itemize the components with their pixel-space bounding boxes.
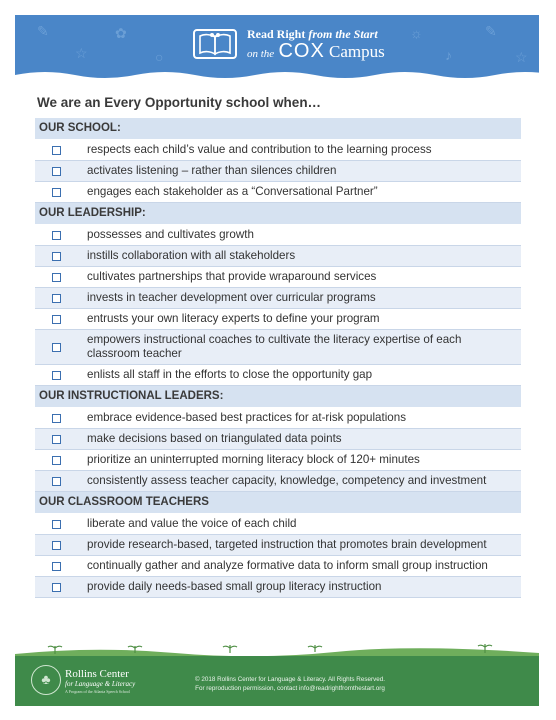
checklist-item (35, 288, 521, 309)
checklist-item (35, 556, 521, 577)
book-logo-icon (193, 29, 237, 59)
checkbox[interactable] (52, 456, 61, 465)
brand-cox: COX (278, 40, 325, 62)
section-heading-classroom-teachers: OUR CLASSROOM TEACHERS (35, 492, 521, 514)
checklist-item (35, 246, 521, 267)
brand-campus: Campus (329, 42, 385, 61)
checklist-item (35, 267, 521, 288)
item-text: continually gather and analyze formative data to inform small group instruction (87, 559, 488, 572)
brand-from-the-start: from the Start (308, 27, 378, 41)
checkbox[interactable] (52, 477, 61, 486)
section-heading-leadership: OUR LEADERSHIP: (35, 203, 521, 225)
item-text: possesses and cultivates growth (87, 228, 254, 241)
footer (15, 656, 539, 706)
checklist-item (35, 408, 521, 429)
section-heading-instructional-leaders: OUR INSTRUCTIONAL LEADERS: (35, 386, 521, 408)
item-text: empowers instructional coaches to cultivate the literacy expertise of each classroom teacher (87, 333, 462, 360)
checklist (35, 118, 521, 598)
checkbox[interactable] (52, 167, 61, 176)
brand-wordmark (247, 27, 385, 64)
checkbox[interactable] (52, 520, 61, 529)
item-text: liberate and value the voice of each child (87, 517, 297, 530)
checklist-item (35, 225, 521, 246)
doodle-icon: ☼ (410, 25, 423, 41)
banner-wave (15, 69, 539, 79)
page-title: We are an Every Opportunity school when… (37, 95, 322, 110)
checkbox[interactable] (52, 273, 61, 282)
checklist-item (35, 535, 521, 556)
org-subtitle: for Language & Literacy (65, 680, 136, 688)
item-text: engages each stakeholder as a “Conversational Partner” (87, 185, 378, 198)
item-text: respects each child’s value and contribution to the learning process (87, 143, 432, 156)
item-text: provide research-based, targeted instruction that promotes brain development (87, 538, 487, 551)
checkbox[interactable] (52, 414, 61, 423)
doodle-icon: ☆ (515, 49, 528, 65)
org-logo (65, 668, 135, 695)
permission-text: For reproduction permission, contact info@readrightfromthestart.org (195, 685, 385, 692)
item-text: instills collaboration with all stakeholders (87, 249, 296, 262)
checkbox[interactable] (52, 252, 61, 261)
doodle-icon: ✿ (115, 25, 127, 41)
checklist-item (35, 577, 521, 598)
doodle-icon: ✎ (485, 23, 497, 39)
brand-read-right: Read Right (247, 27, 306, 41)
item-text: activates listening – rather than silences children (87, 164, 337, 177)
checklist-item (35, 471, 521, 492)
checklist-item (35, 330, 521, 365)
checklist-item (35, 182, 521, 203)
org-name: Rollins Center (65, 668, 129, 680)
item-text: provide daily needs-based small group literacy instruction (87, 580, 382, 593)
item-text: consistently assess teacher capacity, knowledge, competency and investment (87, 474, 487, 487)
checklist-item (35, 309, 521, 330)
doodle-icon: ☆ (75, 45, 88, 61)
checkbox[interactable] (52, 146, 61, 155)
copyright-text: © 2018 Rollins Center for Language & Literacy. All Rights Reserved. (194, 676, 386, 683)
header-banner (15, 15, 539, 79)
org-tagline: A Program of the Atlanta Speech School (65, 689, 130, 694)
doodle-icon: ○ (155, 49, 164, 65)
checkbox[interactable] (52, 188, 61, 197)
checkbox[interactable] (52, 541, 61, 550)
checkbox[interactable] (52, 371, 61, 380)
item-text: invests in teacher development over curricular programs (87, 291, 376, 304)
checkbox[interactable] (52, 562, 61, 571)
checkbox[interactable] (52, 294, 61, 303)
checklist-item (35, 450, 521, 471)
checklist-item (35, 365, 521, 386)
item-text: embrace evidence-based best practices for at-risk populations (87, 411, 406, 424)
doodle-icon: ♪ (445, 47, 452, 63)
checkbox[interactable] (52, 315, 61, 324)
item-text: prioritize an uninterrupted morning literacy block of 120+ minutes (87, 453, 420, 466)
tree-seal-icon: ♣ (31, 665, 61, 695)
checklist-item (35, 429, 521, 450)
footer-copyright (175, 675, 405, 693)
item-text: enlists all staff in the efforts to close the opportunity gap (87, 368, 373, 381)
checkbox[interactable] (52, 583, 61, 592)
item-text: make decisions based on triangulated data points (87, 432, 342, 445)
checklist-item (35, 140, 521, 161)
checklist-item (35, 161, 521, 182)
checkbox[interactable] (52, 343, 61, 352)
checkbox[interactable] (52, 435, 61, 444)
doodle-icon: ✎ (37, 23, 49, 39)
section-heading-school: OUR SCHOOL: (35, 118, 521, 140)
brand-on-the: on the (247, 48, 275, 60)
item-text: entrusts your own literacy experts to define your program (87, 312, 380, 325)
checklist-item (35, 514, 521, 535)
item-text: cultivates partnerships that provide wraparound services (87, 270, 377, 283)
checkbox[interactable] (52, 231, 61, 240)
